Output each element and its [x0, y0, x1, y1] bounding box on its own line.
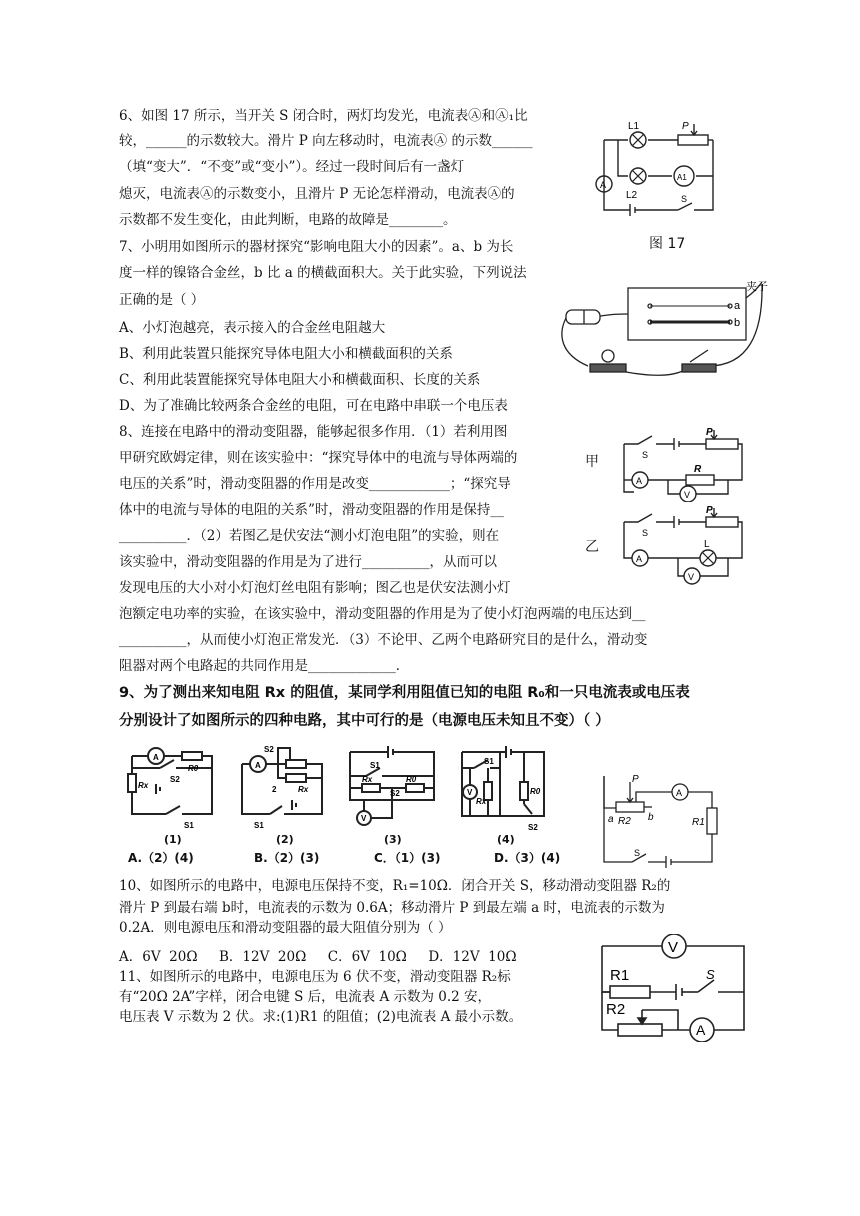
- q10-label-s: S: [634, 848, 641, 858]
- q9-circuit-3: [344, 744, 442, 834]
- q9-circuit-1: [126, 744, 218, 834]
- q6-line4: 熄灭，电流表Ⓐ的示数变小，且滑片 P 无论怎样滑动，电流表Ⓐ的: [119, 186, 515, 202]
- q9-caption-3: (3): [384, 833, 402, 846]
- svg-text:R0: R0: [530, 787, 541, 796]
- q8yi-ammeter-a: A: [636, 554, 643, 564]
- q8-line10: 阻器对两个电路起的共同作用是_____________．: [119, 658, 410, 674]
- svg-text:Rx: Rx: [298, 785, 309, 794]
- q8-line9: __________，从而使小灯泡正常发光．（3）不论甲、乙两个电路研究目的是什么，滑动变: [119, 632, 648, 648]
- q11-line1: 11、如图所示的电路中，电源电压为 6 伏不变，滑动变阻器 R₂标: [119, 969, 511, 985]
- q10-label-r1: R1: [692, 817, 705, 828]
- q9-caption-1: (1): [164, 833, 182, 846]
- fig17-ammeter-a1: A1: [677, 173, 687, 182]
- svg-text:2: 2: [272, 785, 277, 794]
- figure-17-caption: 图 17: [649, 236, 686, 252]
- svg-text:A: A: [153, 753, 159, 762]
- q6-line2: 较，______的示数较大。滑片 P 向左移动时，电流表Ⓐ 的示数______: [119, 133, 533, 149]
- q8jia-label-s: S: [642, 450, 649, 460]
- q10-line2: 滑片 P 到最右端 b时，电流表的示数为 0.6A；移动滑片 P 到最左端 a 时，电流表的示数为: [119, 900, 665, 916]
- fig17-label-l1: L1: [628, 121, 640, 132]
- svg-text:A: A: [255, 761, 261, 770]
- q10-line3: 0.2A．则电源电压和滑动变阻器的最大阻值分别为（ ）: [119, 920, 452, 936]
- q7-option-c: C、利用此装置能探究导体电阻大小和横截面积、长度的关系: [119, 372, 481, 388]
- q11-ammeter-a: A: [696, 1022, 706, 1038]
- q8-figure-label-jia: 甲: [585, 454, 599, 470]
- q10-circuit-figure: [596, 752, 728, 870]
- q7-line1: 7、小明用如图所示的器材探究“影响电阻大小的因素”。a、b 为长: [119, 239, 514, 255]
- svg-text:Rx: Rx: [362, 775, 373, 784]
- svg-text:S1: S1: [484, 757, 494, 766]
- svg-text:S1: S1: [184, 821, 194, 830]
- q10-label-p: P: [632, 774, 639, 785]
- q6-line3: （填“变大”．“不变”或“变小”）。经过一段时间后有一盏灯: [119, 159, 465, 175]
- q9-option-a: A.（2）(4): [128, 851, 194, 865]
- q8yi-label-l: L: [704, 539, 710, 550]
- q11-voltmeter-v: V: [668, 939, 679, 956]
- q7-apparatus-figure: [558, 274, 770, 386]
- q8jia-ammeter-a: A: [636, 476, 643, 486]
- q11-label-s: S: [706, 967, 715, 982]
- q8-line6: 该实验中，滑动变阻器的作用是为了进行__________，从而可以: [119, 554, 497, 570]
- fig17-ammeter-a: A: [600, 180, 607, 190]
- q8yi-label-s: S: [642, 528, 649, 538]
- svg-text:Rx: Rx: [476, 797, 487, 806]
- q7-label-clip: 夹子: [746, 281, 768, 293]
- svg-text:S2: S2: [170, 775, 180, 784]
- q8-line7: 发现电压的大小对小灯泡灯丝电阻有影响；图乙也是伏安法测小灯: [119, 580, 511, 596]
- svg-text:Rx: Rx: [138, 781, 149, 790]
- q11-label-r2: R2: [606, 1001, 626, 1018]
- q7-line2: 度一样的镍铬合金丝，b 比 a 的横截面积大。关于此实验，下列说法: [119, 265, 527, 281]
- q10-label-a: a: [608, 814, 614, 825]
- q8yi-label-p: P: [706, 506, 713, 516]
- q11-label-r1: R1: [610, 967, 630, 984]
- q11-line3: 电压表 V 示数为 2 伏。求:(1)R1 的阻值；(2)电流表 A 最小示数。: [119, 1009, 523, 1025]
- q9-option-c: C．（1）(3): [374, 851, 441, 865]
- q7-label-b: b: [734, 317, 741, 329]
- q11-circuit-figure: [598, 934, 748, 1042]
- q10-label-r2: R2: [618, 816, 631, 827]
- q7-option-a: A、小灯泡越亮，表示接入的合金丝电阻越大: [119, 320, 386, 336]
- q10-label-b: b: [648, 812, 654, 823]
- svg-text:S2: S2: [264, 745, 274, 754]
- q6-line1: 6、如图 17 所示，当开关 S 闭合时，两灯均发光，电流表Ⓐ和Ⓐ₁比: [119, 108, 528, 124]
- q9-circuit-4: [456, 744, 550, 834]
- q8jia-label-r: R: [694, 464, 702, 475]
- q8-figure-jia: [618, 426, 748, 502]
- q9-option-d: D.（3）(4): [494, 851, 561, 865]
- fig17-label-p: P: [682, 121, 689, 132]
- q7-option-d: D、为了准确比较两条合金丝的电阻，可在电路中串联一个电压表: [119, 398, 508, 414]
- q6-line5: 示数都不发生变化，由此判断，电路的故障是________。: [119, 212, 457, 228]
- q9-line2: 分别设计了如图所示的四种电路，其中可行的是（电源电压未知且不变）（ ）: [119, 713, 610, 729]
- q8-line4: 体中的电流与导体的电阻的关系”时，滑动变阻器的作用是保持__: [119, 502, 504, 518]
- svg-text:V: V: [467, 788, 473, 797]
- q8-line8: 泡额定电功率的实验，在该实验中，滑动变阻器的作用是为了使小灯泡两端的电压达到__: [119, 606, 646, 622]
- svg-text:S2: S2: [390, 789, 400, 798]
- q10-line1: 10、如图所示的电路中，电源电压保持不变，R₁=10Ω．闭合开关 S，移动滑动变阻器 R₂的: [119, 878, 671, 894]
- svg-text:V: V: [361, 814, 367, 823]
- q8yi-voltmeter-v: V: [688, 572, 695, 582]
- q9-line1: 9、为了测出来知电阻 Rx 的阻值，某同学利用阻值已知的电阻 R₀和一只电流表或电压表: [119, 685, 690, 701]
- q9-caption-4: (4): [497, 833, 515, 846]
- q8jia-label-p: P: [706, 427, 713, 438]
- figure-17-circuit: [588, 118, 728, 218]
- q10-ammeter-a: A: [676, 788, 683, 798]
- q7-option-b: B、利用此装置只能探究导体电阻大小和横截面积的关系: [119, 346, 453, 362]
- q9-caption-2: (2): [276, 833, 294, 846]
- q9-circuit-2: [236, 744, 328, 834]
- svg-text:S1: S1: [370, 761, 380, 770]
- q8-line3: 电压的关系”时，滑动变阻器的作用是改变____________；“探究导: [119, 476, 511, 492]
- q7-label-a: a: [734, 300, 741, 312]
- svg-text:S1: S1: [254, 821, 264, 830]
- q8-line5: __________．（2）若图乙是伏安法“测小灯泡电阻”的实验，则在: [119, 528, 500, 544]
- fig17-label-s: S: [681, 194, 688, 204]
- q8-line1: 8、连接在电路中的滑动变阻器，能够起很多作用．（1）若利用图: [119, 424, 508, 440]
- q8-figure-yi: [618, 506, 748, 586]
- q8jia-voltmeter-v: V: [684, 490, 691, 500]
- q9-option-b: B.（2）(3): [254, 851, 320, 865]
- q10-options: A．6V 20Ω B．12V 20Ω C．6V 10Ω D．12V 10Ω: [119, 949, 517, 965]
- q8-line2: 甲研究欧姆定律，则在该实验中：“探究导体中的电流与导体两端的: [119, 450, 518, 466]
- svg-text:R0: R0: [188, 764, 199, 773]
- fig17-label-l2: L2: [626, 190, 638, 201]
- q8-figure-label-yi: 乙: [585, 539, 599, 555]
- q11-line2: 有“20Ω 2A”字样，闭合电键 S 后，电流表 A 示数为 0.2 安，: [119, 989, 492, 1005]
- q7-line3: 正确的是（ ）: [119, 292, 205, 308]
- svg-text:S2: S2: [528, 823, 538, 832]
- svg-text:R0: R0: [406, 775, 417, 784]
